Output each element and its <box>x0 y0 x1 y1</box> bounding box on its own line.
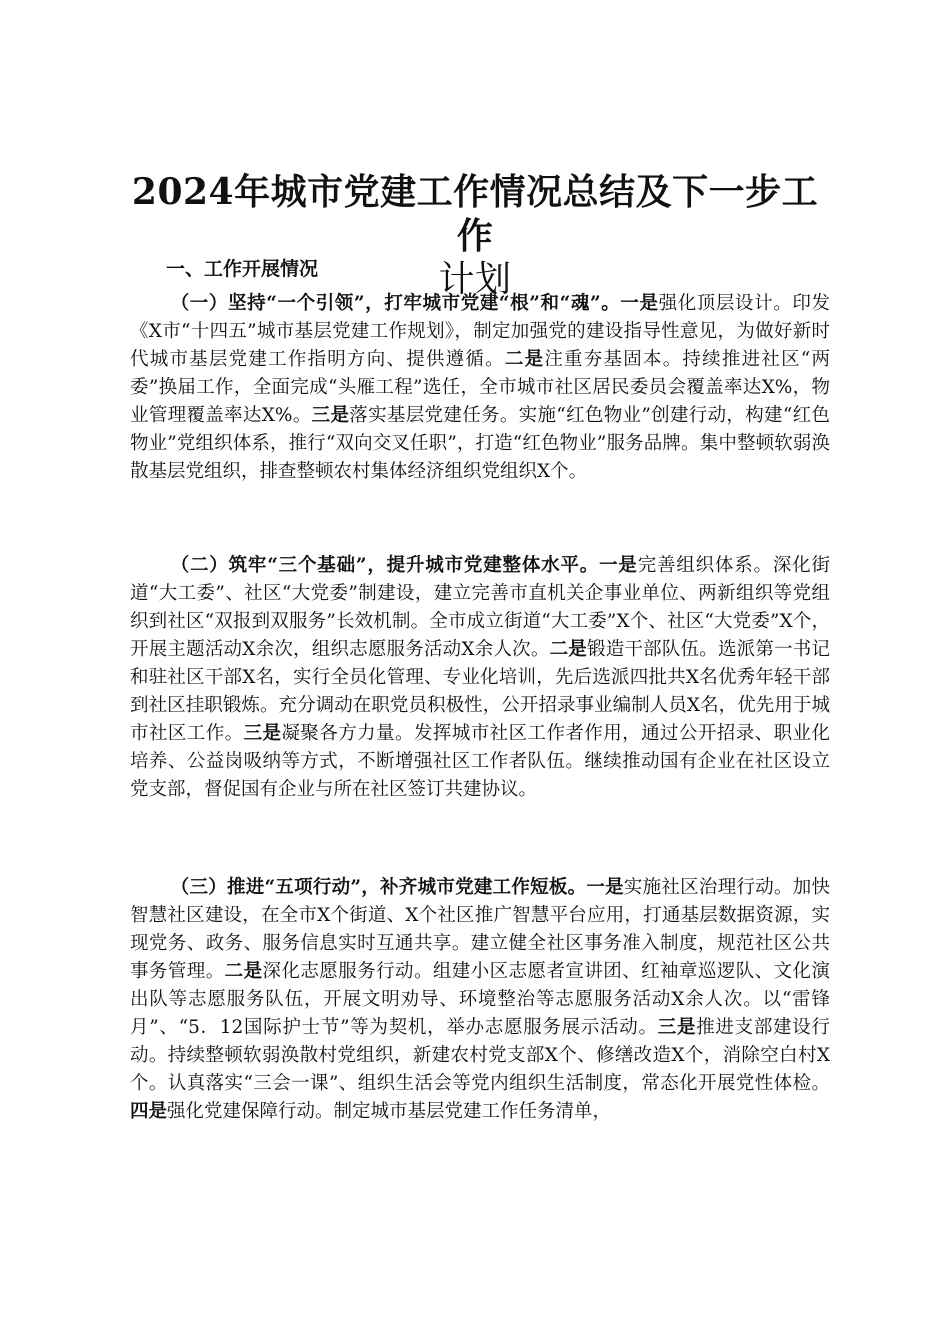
item-text: 落实基层党建任务。实施“红色物业”创建行动，构建“红色物业”党组织体系，推行“双向交叉任职”，打造“红色物业”服务品牌。集中整顿软弱涣散基层党组织，排查整顿农村集体经济组织党组织X个。 <box>130 405 830 482</box>
item-text: 凝聚各方力量。发挥城市社区工作者作用，通过公开招录、职业化培养、公益岗吸纳等方式，不断增强社区工作者队伍。继续推动国有企业在社区设立党支部，督促国有企业与所在社区签订共建协议。 <box>130 723 830 800</box>
item-text: 推进支部建设行动。持续整顿软弱涣散村党组织，新建农村党支部X个、修缮改造X个，消除空白村X个。认真落实“三会一课”、组织生活会等党内组织生活制度，常态化开展党性体检。 <box>130 1017 830 1094</box>
item-keyword: 三是 <box>243 723 282 744</box>
paragraph-lead: （三）推进“五项行动”，补齐城市党建工作短板。 <box>170 877 587 898</box>
paragraph-2 <box>130 552 830 804</box>
item-text: 深化志愿服务行动。组建小区志愿者宣讲团、红袖章巡逻队、文化演出队等志愿服务队伍，开展文明劝导、环境整治等志愿服务活动X余人次。以“雷锋月”、“5．12国际护士节”等为契机，举办志愿服务展示活动。 <box>130 961 830 1038</box>
item-keyword: 一是 <box>586 877 624 898</box>
item-keyword: 四是 <box>130 1101 168 1122</box>
paragraph-lead: （二）筑牢“三个基础”，提升城市党建整体水平。 <box>170 555 600 576</box>
item-keyword: 二是 <box>504 349 545 370</box>
item-text: 强化顶层设计。印发《X市“十四五”城市基层党建工作规划》，制定加强党的建设指导性意见，为做好新时代城市基层党建工作指明方向、提供遵循。 <box>130 293 830 370</box>
item-keyword: 一是 <box>599 555 638 576</box>
item-text: 强化党建保障行动。制定城市基层党建工作任务清单， <box>167 1101 612 1122</box>
item-text: 完善组织体系。深化街道“大工委”、社区“大党委”制建设，建立完善市直机关企事业单位、两新组织等党组织到社区“双报到双服务”长效机制。全市成立街道“大工委”X个、社区“大党委”X个，开展主题活动X余次，组织志愿服务活动X余人次。 <box>130 555 830 660</box>
item-keyword: 三是 <box>657 1017 697 1038</box>
item-text: 实施社区治理行动。加快智慧社区建设，在全市X个街道、X个社区推广智慧平台应用，打通基层数据资源，实现党务、政务、服务信息实时互通共享。建立健全社区事务准入制度，规范社区公共事务管理。 <box>130 877 830 982</box>
title-line-1: 2024年城市党建工作情况总结及下一步工作 <box>131 171 819 257</box>
paragraph-1 <box>130 290 830 486</box>
item-keyword: 一是 <box>620 293 659 314</box>
title-line-2: 计划 <box>438 259 512 300</box>
item-keyword: 二是 <box>549 639 588 660</box>
item-text: 注重夯基固本。持续推进社区“两委”换届工作，全面完成“头雁工程”选任，全市城市社区居民委员会覆盖率达X%，物业管理覆盖率达X%。 <box>130 349 830 426</box>
item-text: 锻造干部队伍。选派第一书记和驻社区干部X名，实行全员化管理、专业化培训，先后选派四批共X名优秀年轻干部到社区挂职锻炼。充分调动在职党员积极性，公开招录事业编制人员X名，优先用于城市社区工作。 <box>130 639 830 744</box>
section-heading: 一、工作开展情况 <box>166 258 319 280</box>
document-title <box>120 170 830 302</box>
item-keyword: 二是 <box>224 961 263 982</box>
item-keyword: 三是 <box>311 405 350 426</box>
paragraph-3 <box>130 874 830 1126</box>
paragraph-lead: （一）坚持“一个引领”，打牢城市党建“根”和“魂”。 <box>170 293 621 314</box>
